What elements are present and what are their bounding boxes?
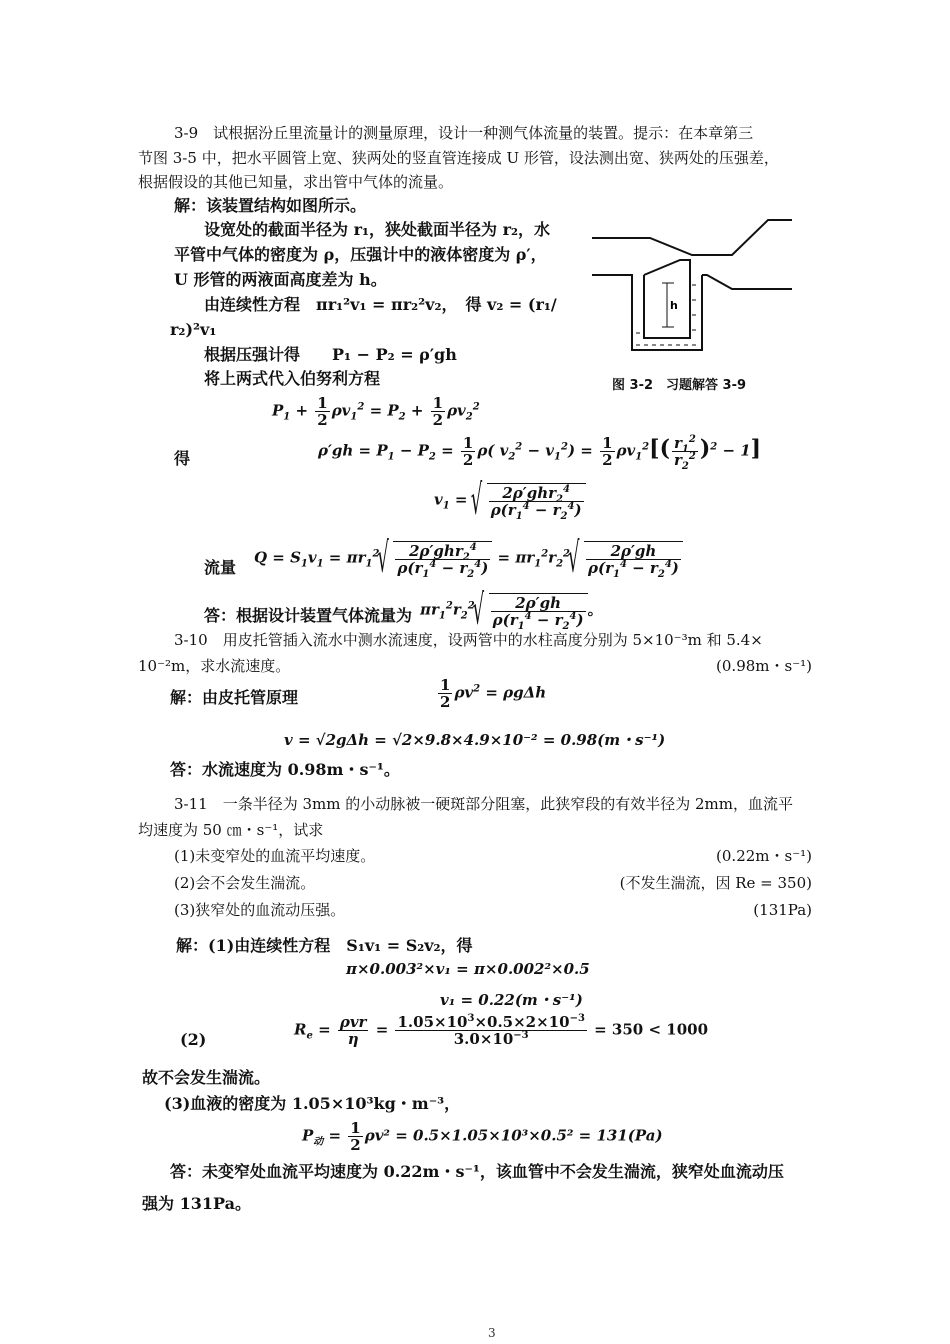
problem-3-11-line-2: 均速度为 50 ㎝・s⁻¹，试求 xyxy=(138,821,324,839)
problem-3-11-q2: (2)会不会发生湍流。 xyxy=(174,874,316,892)
v1-result: v₁ = 0.22(m・s⁻¹) xyxy=(440,991,583,1009)
solution-3-11-no-turbulence: 故不会发生湍流。 xyxy=(142,1068,271,1087)
problem-3-9-line-3: 根据假设的其他已知量，求出管中气体的流量。 xyxy=(138,173,454,191)
solution-3-9-line-1: 解：该装置结构如图所示。 xyxy=(174,196,367,215)
problem-3-11-a3: (131Pa) xyxy=(753,901,812,919)
solution-3-11-density: (3)血液的密度为 1.05×10³kg・m⁻³， xyxy=(164,1094,461,1113)
solution-3-11-line-1: 解：(1)由连续性方程 S₁v₁ = S₂v₂，得 xyxy=(176,936,473,955)
solution-3-9-line-7: 根据压强计得 P₁ − P₂ = ρ′gh xyxy=(204,345,457,364)
answer-3-10: 答：水流速度为 0.98m・s⁻¹。 xyxy=(170,760,400,779)
reynolds-result: = 350 < 1000 xyxy=(594,1020,709,1039)
flow-rate-equation: $Q = S_1v_1 = \pi r_1^2$ √ $\frac{2\rho'ghr_2^4}{\rho(r_1^4 - r_2^4)}$ = $\pi r_1^2r_2^2$ √ $\frac{2\rho'gh}{\rho(r_1^4 - r_2^4)}$ xyxy=(254,541,683,576)
solution-3-9-line-4: U 形管的两液面高度差为 h。 xyxy=(174,270,387,289)
answer-3-9-suffix: 。 xyxy=(587,600,603,619)
v1-equation: $v_1$ = √ $\frac{2\rho'ghr_2^4}{\rho(r_1^4 - r_2^4)}$ xyxy=(434,483,586,518)
solution-3-9-line-3: 平管中气体的密度为 ρ，压强计中的液体密度为 ρ′， xyxy=(174,245,547,264)
answer-3-11-line-2: 强为 131Pa。 xyxy=(142,1194,251,1213)
problem-3-11-q1: (1)未变窄处的血流平均速度。 xyxy=(174,847,376,865)
continuity-equation: π×0.003²×v₁ = π×0.002²×0.5 xyxy=(346,960,590,978)
answer-3-9-formula: $\pi r_1^2r_2^2$ √ $\frac{2\rho'gh}{\rho(r_1^4 - r_2^4)}$ 。 xyxy=(420,593,603,628)
pressure-difference-equation: $\rho'gh = P_1 - P_2$ = $\frac{1}{2}$ ρ( $v_2^2 - v_1^2$) = $\frac{1}{2}$ $\rho v_1^2$[( $\frac{r_1^2}{r_2^2}$ )$^2$ − 1] xyxy=(318,434,762,472)
problem-3-10-answer-hint: (0.98m・s⁻¹) xyxy=(716,657,812,675)
venturi-u-tube-figure xyxy=(592,205,792,365)
solution-3-9-line-8: 将上两式代入伯努利方程 xyxy=(204,369,381,388)
part-2-label: (2) xyxy=(180,1030,207,1049)
dynamic-pressure-result: ρv² = 0.5×1.05×10³×0.5² = 131(Pa) xyxy=(364,1126,663,1145)
figure-h-label: h xyxy=(670,299,678,312)
solution-3-9-line-5: 由连续性方程 πr₁²v₁ = πr₂²v₂， 得 v₂ = (r₁/ xyxy=(204,295,557,314)
flow-label: 流量 xyxy=(204,558,237,577)
velocity-equation: v = √2gΔh = √2×9.8×4.9×10⁻² = 0.98(m・s⁻¹) xyxy=(284,731,666,749)
reynolds-equation: $R_e$ = $\frac{\text{ρvr}}{\eta}$ = $\frac{1.05\times 10^3\times 0.5\times 2\times 10^{-3}}{3.0\times 10^{-3}}$ = 350 < 1000 xyxy=(294,1013,709,1048)
problem-3-11-a2: (不发生湍流，因 Re = 350) xyxy=(619,874,812,892)
answer-3-9-prefix: 答：根据设计装置气体流量为 xyxy=(204,606,413,625)
problem-3-10-line-2: 10⁻²m，求水流速度。 xyxy=(138,657,291,675)
problem-3-9-line-1: 3-9 试根据汾丘里流量计的测量原理，设计一种测气体流量的装置。提示：在本章第三 xyxy=(174,124,754,142)
solution-3-9-line-6: r₂)²v₁ xyxy=(170,320,217,339)
problem-3-11-q3: (3)狭窄处的血流动压强。 xyxy=(174,901,346,919)
figure-caption: 图 3-2 习题解答 3-9 xyxy=(612,378,747,393)
bernoulli-equation: $P_1$ + $\frac{1}{2}$ $\rho v_1^2 = P_2$ + $\frac{1}{2}$ $\rho v_2^2$ xyxy=(272,394,480,429)
solution-3-10-line-1: 解：由皮托管原理 xyxy=(170,688,299,707)
pitot-equation: $\frac{1}{2}$ $\rho v^2 = \rho g\Delta h$ xyxy=(440,676,547,711)
problem-3-9-line-2: 节图 3-5 中，把水平圆管上宽、狭两处的竖直管连接成 U 形管，设法测出宽、狭两处的压强差， xyxy=(138,149,779,167)
page-number: 3 xyxy=(488,1326,496,1340)
answer-3-11-line-1: 答：未变窄处血流平均速度为 0.22m・s⁻¹，该血管中不会发生湍流，狭窄处血流动压 xyxy=(170,1162,784,1181)
problem-3-10-line-1: 3-10 用皮托管插入流水中测水流速度，设两管中的水柱高度分别为 5×10⁻³m 和 5.4× xyxy=(174,631,763,649)
dynamic-pressure-equation: $P_动$ = $\frac{1}{2}$ ρv² = 0.5×1.05×10³×0.5² = 131(Pa) xyxy=(302,1119,663,1154)
de-label: 得 xyxy=(174,449,191,468)
solution-3-9-line-2: 设宽处的截面半径为 r₁，狭处截面半径为 r₂，水 xyxy=(204,220,551,239)
problem-3-11-line-1: 3-11 一条半径为 3mm 的小动脉被一硬斑部分阻塞，此狭窄段的有效半径为 2mm，血流平 xyxy=(174,795,793,813)
problem-3-11-a1: (0.22m・s⁻¹) xyxy=(716,847,812,865)
